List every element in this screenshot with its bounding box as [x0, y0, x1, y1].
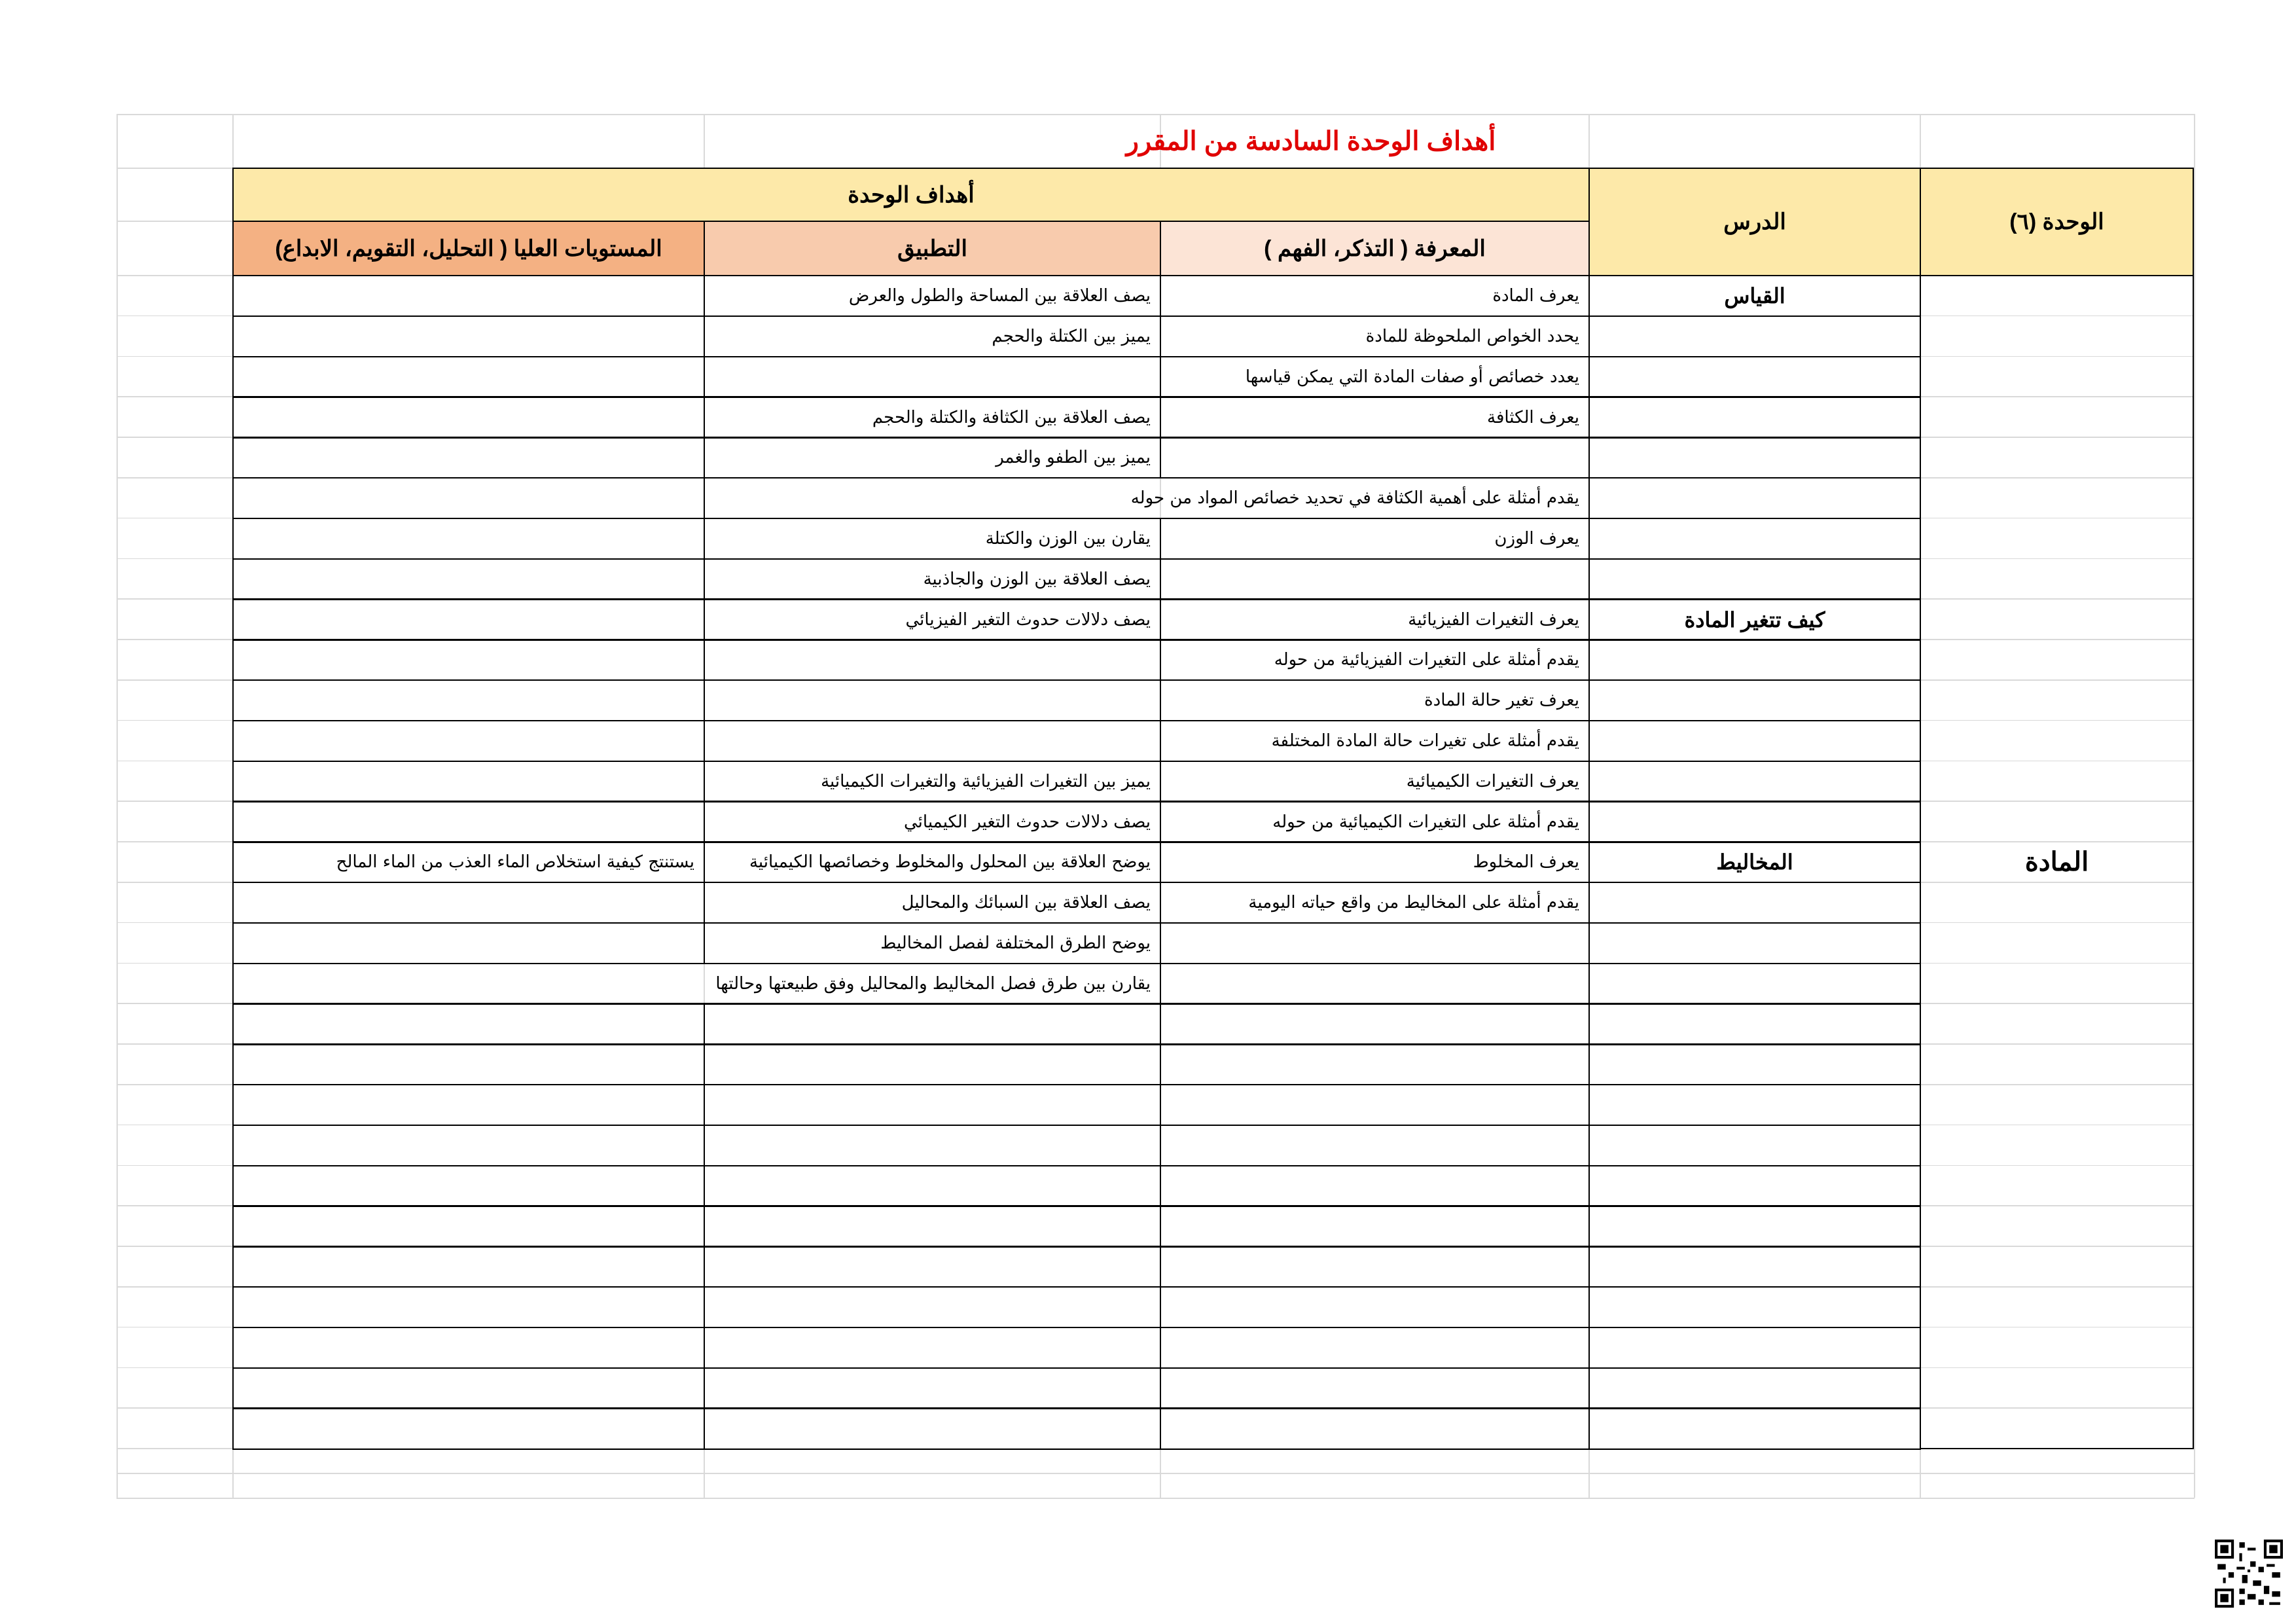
lesson-cell: كيف تتغير المادة — [1588, 598, 1921, 640]
knowledge-cell — [1160, 1327, 1590, 1369]
lesson-cell — [1588, 761, 1921, 803]
higher-cell — [232, 316, 705, 357]
unit-header-cell: الوحدة (٦) — [1920, 168, 2194, 276]
application-cell: يميز بين الكتلة والحجم — [704, 316, 1161, 357]
knowledge-cell — [1160, 1205, 1590, 1247]
lesson-cell — [1588, 1246, 1921, 1288]
application-cell — [704, 356, 1161, 398]
application-merged-cell: يقارن بين طرق فصل المخاليط والمحاليل وفق طبيعتها وحالتها — [232, 963, 1161, 1005]
application-cell — [704, 720, 1161, 762]
higher-cell — [232, 558, 705, 600]
knowledge-header-cell: المعرفة ( التذكر، الفهم ) — [1160, 221, 1590, 276]
objective-merged-cell: يقدم أمثلة على أهمية الكثافة في تحديد خصائص المواد من حوله — [704, 477, 1590, 519]
higher-levels-header-cell: المستويات العليا ( التحليل، التقويم، الابداع) — [232, 221, 705, 276]
higher-cell — [232, 922, 705, 964]
higher-cell — [232, 518, 705, 560]
knowledge-cell: يعرف تغير حالة المادة — [1160, 679, 1590, 721]
lesson-cell — [1588, 518, 1921, 560]
lesson-cell — [1588, 1286, 1921, 1328]
application-cell: يصف العلاقة بين السبائك والمحاليل — [704, 882, 1161, 924]
higher-cell — [232, 1205, 705, 1247]
lesson-cell — [1588, 679, 1921, 721]
higher-cell — [232, 1246, 705, 1288]
application-cell — [704, 1125, 1161, 1166]
application-cell — [704, 679, 1161, 721]
lesson-cell — [1588, 1205, 1921, 1247]
higher-cell: يستنتج كيفية استخلاص الماء العذب من الماء المالح — [232, 841, 705, 883]
knowledge-cell — [1160, 1246, 1590, 1288]
knowledge-cell: يعرف المادة — [1160, 275, 1590, 317]
lesson-cell — [1588, 1084, 1921, 1126]
knowledge-cell — [1160, 922, 1590, 964]
knowledge-cell: يعرف التغيرات الكيميائية — [1160, 761, 1590, 803]
lesson-cell — [1588, 720, 1921, 762]
lesson-cell: المخاليط — [1588, 841, 1921, 883]
application-cell: يصف دلالات حدوث التغير الفيزيائي — [704, 598, 1161, 640]
higher-cell — [232, 356, 705, 398]
lesson-cell — [1588, 558, 1921, 600]
application-cell: يوضح العلاقة بين المحلول والمخلوط وخصائصها الكيميائية — [704, 841, 1161, 883]
knowledge-cell: يعرف الكثافة — [1160, 396, 1590, 438]
higher-cell — [232, 598, 705, 640]
gridline-row-34 — [117, 1473, 2195, 1474]
knowledge-cell: يقدم أمثلة على المخاليط من واقع حياته اليومية — [1160, 882, 1590, 924]
application-cell: يميز بين الطفو والغمر — [704, 437, 1161, 478]
knowledge-cell: يقدم أمثلة على التغيرات الكيميائية من حوله — [1160, 801, 1590, 842]
higher-cell — [232, 1407, 705, 1449]
higher-cell — [232, 1084, 705, 1126]
knowledge-cell — [1160, 1286, 1590, 1328]
lesson-cell — [1588, 922, 1921, 964]
application-cell — [704, 1205, 1161, 1247]
lesson-cell: القياس — [1588, 275, 1921, 317]
gridline-col-0 — [117, 114, 118, 1498]
application-cell — [704, 639, 1161, 681]
lesson-cell — [1588, 1125, 1921, 1166]
knowledge-cell — [1160, 1003, 1590, 1045]
knowledge-cell: يعرف التغيرات الفيزيائية — [1160, 598, 1590, 640]
higher-cell — [232, 761, 705, 803]
higher-cell — [232, 720, 705, 762]
lesson-cell — [1588, 477, 1921, 519]
application-cell — [704, 1327, 1161, 1369]
lesson-cell — [1588, 1003, 1921, 1045]
lesson-cell — [1588, 1327, 1921, 1369]
application-cell: يقارن بين الوزن والكتلة — [704, 518, 1161, 560]
higher-cell — [232, 1125, 705, 1166]
lesson-cell — [1588, 1407, 1921, 1449]
knowledge-cell — [1160, 1165, 1590, 1207]
lesson-cell — [1588, 801, 1921, 842]
knowledge-cell: يعرف الوزن — [1160, 518, 1590, 560]
unit-name-cell: المادة — [1920, 275, 2194, 1449]
application-cell — [704, 1165, 1161, 1207]
application-cell — [704, 1286, 1161, 1328]
lesson-cell — [1588, 1367, 1921, 1409]
goals-header-cell: أهداف الوحدة — [232, 168, 1590, 222]
knowledge-cell — [1160, 963, 1590, 1005]
knowledge-cell — [1160, 558, 1590, 600]
higher-cell — [232, 396, 705, 438]
qr-code-icon — [2215, 1540, 2283, 1608]
application-cell — [704, 1003, 1161, 1045]
higher-cell — [232, 477, 705, 519]
knowledge-cell: يحدد الخواص الملحوظة للمادة — [1160, 316, 1590, 357]
higher-cell — [232, 1165, 705, 1207]
lesson-cell — [1588, 882, 1921, 924]
knowledge-cell: يعدد خصائص أو صفات المادة التي يمكن قياسها — [1160, 356, 1590, 398]
lesson-cell — [1588, 639, 1921, 681]
knowledge-cell: يعرف المخلوط — [1160, 841, 1590, 883]
higher-cell — [232, 882, 705, 924]
higher-cell — [232, 1003, 705, 1045]
gridline-row-35 — [117, 1498, 2195, 1499]
application-header-cell: التطبيق — [704, 221, 1161, 276]
knowledge-cell — [1160, 1407, 1590, 1449]
knowledge-cell: يقدم أمثلة على تغيرات حالة المادة المختلفة — [1160, 720, 1590, 762]
application-cell — [704, 1246, 1161, 1288]
lesson-cell — [1588, 356, 1921, 398]
application-cell: يصف العلاقة بين الوزن والجاذبية — [704, 558, 1161, 600]
higher-cell — [232, 1286, 705, 1328]
application-cell: يصف دلالات حدوث التغير الكيميائي — [704, 801, 1161, 842]
application-cell: يميز بين التغيرات الفيزيائية والتغيرات الكيميائية — [704, 761, 1161, 803]
gridline-col-6 — [2194, 114, 2195, 1498]
application-cell — [704, 1043, 1161, 1085]
higher-cell — [232, 801, 705, 842]
knowledge-cell — [1160, 1043, 1590, 1085]
application-cell — [704, 1367, 1161, 1409]
application-cell — [704, 1084, 1161, 1126]
gridline-row-0 — [117, 114, 2195, 115]
knowledge-cell: يقدم أمثلة على التغيرات الفيزيائية من حوله — [1160, 639, 1590, 681]
application-cell: يوضح الطرق المختلفة لفصل المخاليط — [704, 922, 1161, 964]
lesson-cell — [1588, 396, 1921, 438]
lesson-header-cell: الدرس — [1588, 168, 1921, 276]
knowledge-cell — [1160, 1125, 1590, 1166]
application-cell: يصف العلاقة بين الكثافة والكتلة والحجم — [704, 396, 1161, 438]
lesson-cell — [1588, 963, 1921, 1005]
lesson-cell — [1588, 1043, 1921, 1085]
lesson-cell — [1588, 1165, 1921, 1207]
higher-cell — [232, 437, 705, 478]
higher-cell — [232, 1043, 705, 1085]
application-cell — [704, 1407, 1161, 1449]
application-cell: يصف العلاقة بين المساحة والطول والعرض — [704, 275, 1161, 317]
higher-cell — [232, 1327, 705, 1369]
knowledge-cell — [1160, 1367, 1590, 1409]
page-title: أهداف الوحدة السادسة من المقرر — [1126, 127, 1496, 156]
higher-cell — [232, 1367, 705, 1409]
lesson-cell — [1588, 437, 1921, 478]
higher-cell — [232, 275, 705, 317]
lesson-cell — [1588, 316, 1921, 357]
knowledge-cell — [1160, 437, 1590, 478]
knowledge-cell — [1160, 1084, 1590, 1126]
higher-cell — [232, 679, 705, 721]
higher-cell — [232, 639, 705, 681]
